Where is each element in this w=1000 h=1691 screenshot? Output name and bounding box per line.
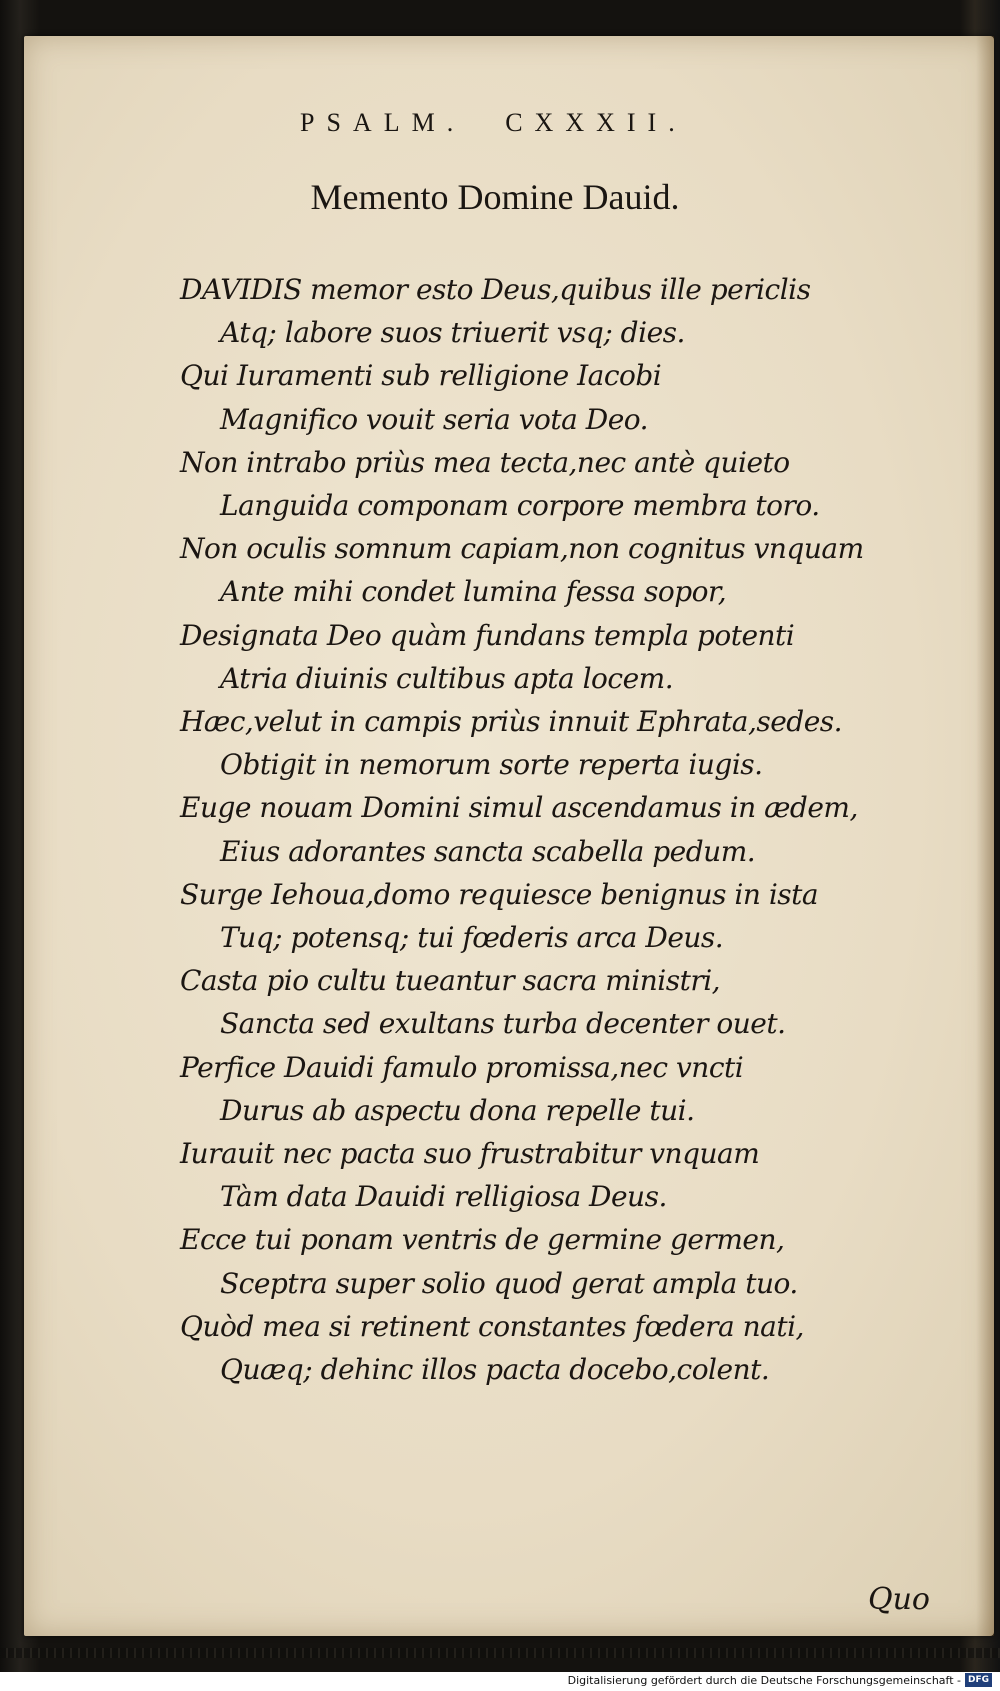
verse-line: Non oculis somnum capiam,non cognitus vnquam	[180, 532, 864, 566]
verse-line: Quòd mea si retinent constantes fœdera nati,	[180, 1309, 804, 1343]
footer-credit-text: Digitalisierung gefördert durch die Deutsche Forschungsgemeinschaft -	[567, 1673, 961, 1687]
footer-credit	[568, 1673, 992, 1687]
verse-line: DAVIDIS memor esto Deus,quibus ille periclis	[180, 273, 811, 306]
verse-line: Qui Iuramenti sub relligione Iacobi	[180, 359, 662, 393]
verse-line: Durus ab aspectu dona repelle tui.	[220, 1093, 695, 1127]
verse-line: Tàm data Dauidi relligiosa Deus.	[220, 1180, 667, 1214]
verse-line: Magnifico vouit seria vota Deo.	[220, 402, 649, 436]
page-edge-shadow	[976, 36, 994, 1636]
verse-line: Quæq; dehinc illos pacta docebo,colent.	[220, 1353, 770, 1387]
verse-line: Hæc,velut in campis priùs innuit Ephrata,sedes.	[180, 705, 843, 739]
verse-line: Obtigit in nemorum sorte reperta iugis.	[220, 748, 763, 782]
verse-line: Surge Iehoua,domo requiesce benignus in ista	[180, 877, 819, 911]
verse-line: Sancta sed exultans turba decenter ouet.	[220, 1007, 786, 1041]
verse-line: Non intrabo priùs mea tecta,nec antè quieto	[180, 445, 790, 479]
verse-line: Sceptra super solio quod gerat ampla tuo.	[220, 1266, 798, 1300]
verse-line: Ante mihi condet lumina fessa sopor,	[220, 575, 727, 609]
verse-line: Ecce tui ponam ventris de germine germen,	[180, 1223, 785, 1257]
dfg-logo: DFG	[965, 1673, 992, 1687]
verse-line: Euge nouam Domini simul ascendamus in ædem,	[180, 791, 858, 825]
verse-line: Casta pio cultu tueantur sacra ministri,	[180, 964, 721, 998]
verse-line: Tuq; potensq; tui fœderis arca Deus.	[220, 921, 724, 955]
running-head-label: PSALM.	[300, 108, 466, 137]
catchword: Quo	[868, 1582, 930, 1617]
verse-line: Languida componam corpore membra toro.	[220, 489, 820, 523]
verse-line: Atria diuinis cultibus apta locem.	[220, 661, 674, 695]
psalm-title: Memento Domine Dauid.	[310, 177, 680, 217]
verse-line: Iurauit nec pacta suo frustrabitur vnquam	[180, 1137, 760, 1171]
verse-line: Perfice Dauidi famulo promissa,nec vncti	[180, 1050, 744, 1084]
scan-border-strip	[0, 1648, 1000, 1658]
digitization-footer	[0, 1672, 1000, 1691]
verse-line: Designata Deo quàm fundans templa potenti	[180, 618, 795, 652]
verse-line: Atq; labore suos triuerit vsq; dies.	[220, 316, 685, 350]
psalm-number: CXXXII.	[505, 108, 687, 137]
verse-line: Eius adorantes sancta scabella pedum.	[220, 834, 756, 868]
verse-block	[180, 268, 940, 1391]
running-head	[300, 108, 687, 138]
